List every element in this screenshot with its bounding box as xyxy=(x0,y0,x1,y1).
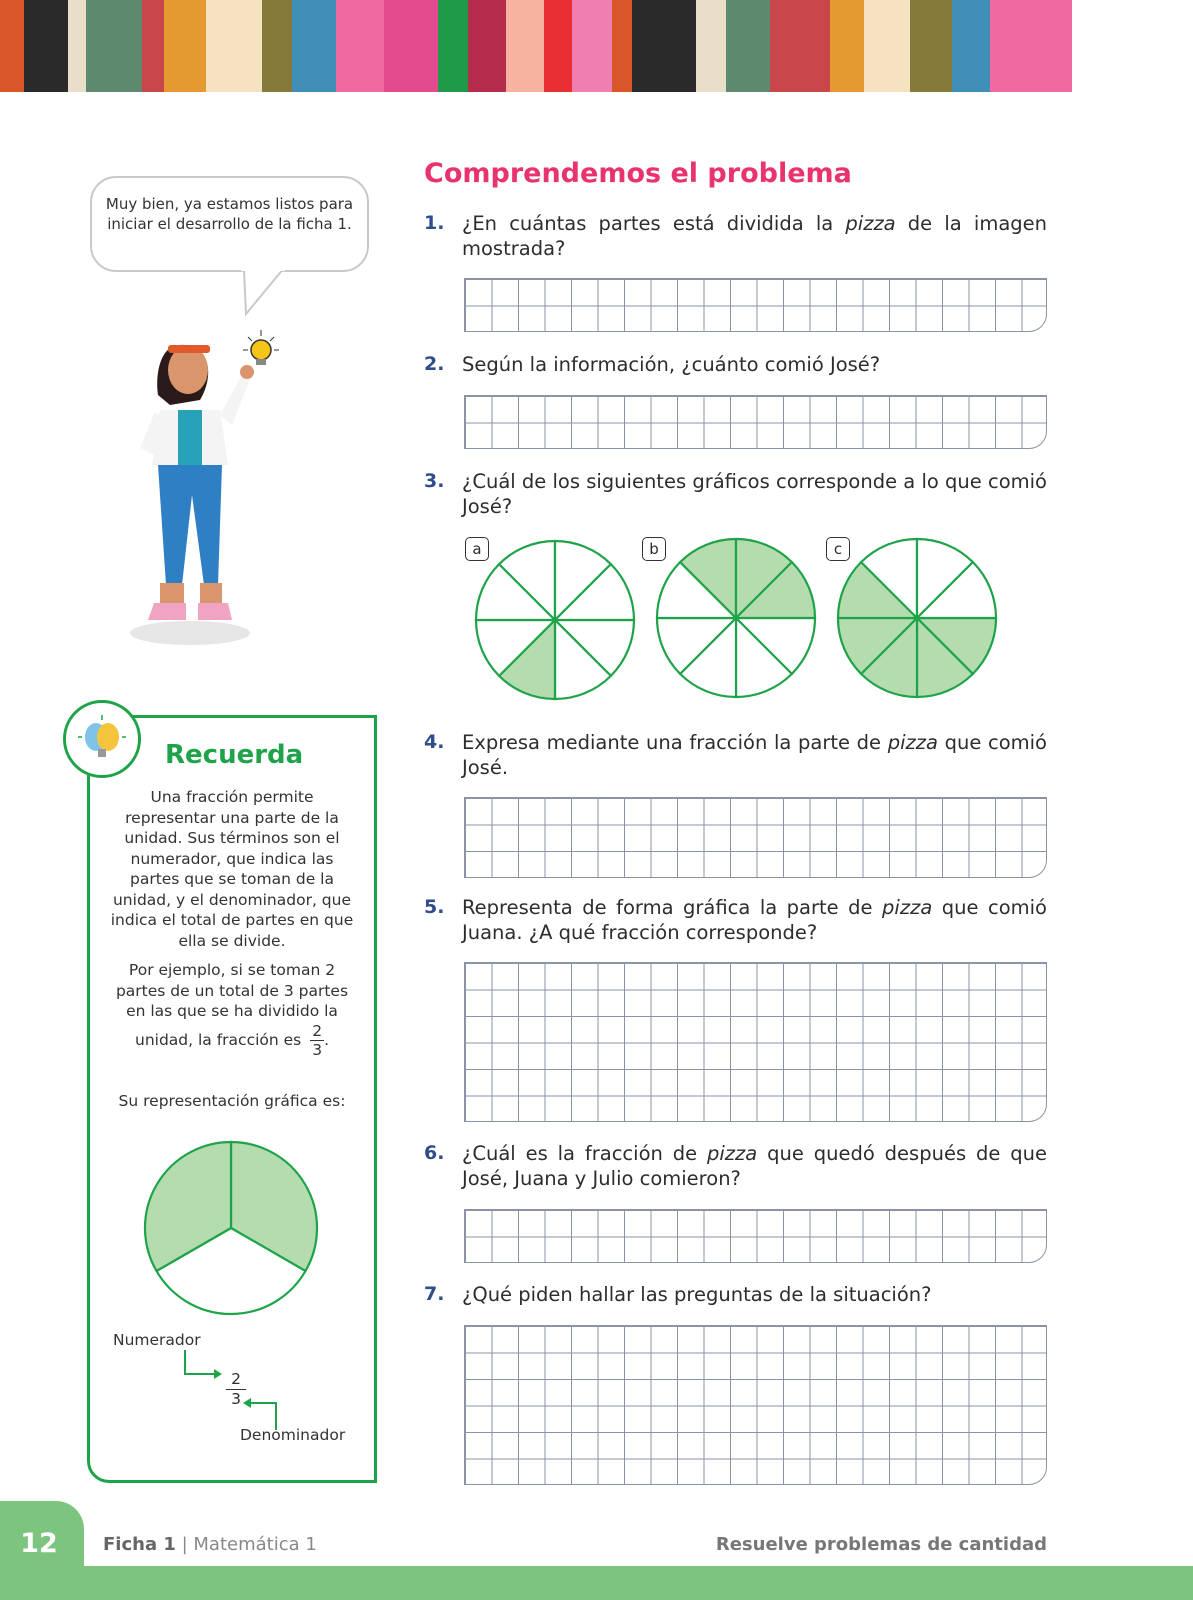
brain-icon xyxy=(66,703,138,775)
banner-stripe xyxy=(910,0,952,92)
footer-subject: Matemática 1 xyxy=(193,1534,317,1555)
q1-text-b: de la imagen mostrada? xyxy=(462,212,1048,260)
speech-text: Muy bien, ya estamos listos para iniciar el desarrollo de la ficha 1. xyxy=(105,195,354,233)
brain-badge xyxy=(63,700,141,778)
banner-stripe xyxy=(990,0,1072,92)
banner-stripe xyxy=(292,0,336,92)
recuerda-pie-chart xyxy=(143,1140,319,1316)
option-c-label[interactable]: c xyxy=(826,537,850,561)
banner-stripe xyxy=(952,0,990,92)
question-5-text xyxy=(462,895,1047,945)
graphic-label: Su representación gráfica es: xyxy=(118,1092,346,1110)
banner-stripe xyxy=(572,0,612,92)
footer-book-info xyxy=(103,1534,317,1555)
banner-stripe xyxy=(830,0,864,92)
question-7-text: ¿Qué piden hallar las preguntas de la situación? xyxy=(462,1283,932,1306)
q5-text-a: Representa de forma gráfica la parte de xyxy=(462,896,883,919)
answer-grid-6[interactable] xyxy=(464,1209,1047,1263)
pie-option-a[interactable] xyxy=(474,539,636,701)
recuerda-definition: Una fracción permite representar una parte de la unidad. Sus términos son el numerador, que indica las partes que se toman de la unidad, y el denominador, que indica el total de partes en que ella se divide. xyxy=(110,788,354,950)
lightbulb-icon xyxy=(238,328,284,374)
diagram-fraction xyxy=(226,1370,246,1409)
banner-stripe xyxy=(336,0,384,92)
answer-grid-1[interactable] xyxy=(464,278,1047,332)
banner-stripe xyxy=(864,0,910,92)
banner-stripe xyxy=(0,0,24,92)
q5-text-italic: pizza xyxy=(882,896,933,919)
denominador-label: Denominador xyxy=(240,1426,346,1444)
banner-stripe xyxy=(612,0,632,92)
footer-separator: | xyxy=(175,1534,194,1555)
decorative-banner xyxy=(0,0,1193,92)
banner-stripe xyxy=(164,0,206,92)
banner-stripe xyxy=(206,0,262,92)
option-a-label[interactable]: a xyxy=(465,537,489,561)
recuerda-example-text: Por ejemplo, si se toman 2 partes de un total de 3 partes en las que se ha dividido la unidad, la fracción es xyxy=(115,961,349,1049)
question-1-text xyxy=(462,211,1047,261)
question-5-number: 5. xyxy=(424,896,445,918)
banner-stripe xyxy=(632,0,696,92)
question-3-text: ¿Cuál de los siguientes gráficos corresponde a lo que comió José? xyxy=(462,470,1047,518)
question-6-text xyxy=(462,1141,1047,1191)
speech-tail-icon xyxy=(238,262,288,320)
q6-text-italic: pizza xyxy=(707,1142,758,1165)
banner-stripe xyxy=(696,0,726,92)
section-title: Comprendemos el problema xyxy=(424,158,852,189)
banner-stripe xyxy=(506,0,544,92)
question-4-number: 4. xyxy=(424,731,445,753)
q1-text-a: ¿En cuántas partes está dividida la xyxy=(462,212,846,235)
banner-stripe xyxy=(770,0,830,92)
q6-text-a: ¿Cuál es la fracción de xyxy=(462,1142,708,1165)
question-2-number: 2. xyxy=(424,353,445,375)
option-b-label[interactable]: b xyxy=(642,537,666,561)
example-fraction xyxy=(310,1022,324,1059)
footer-ficha: Ficha 1 xyxy=(103,1534,176,1555)
answer-grid-5[interactable] xyxy=(464,962,1047,1122)
banner-stripe xyxy=(68,0,86,92)
banner-stripe xyxy=(142,0,164,92)
pie-option-c[interactable] xyxy=(836,537,998,699)
banner-stripe xyxy=(262,0,292,92)
question-3-number: 3. xyxy=(424,470,445,492)
question-2-text: Según la información, ¿cuánto comió José? xyxy=(462,353,881,376)
footer-bar xyxy=(0,1566,1193,1600)
question-7-number: 7. xyxy=(424,1283,445,1305)
diagram-denominator: 3 xyxy=(231,1390,241,1408)
recuerda-title: Recuerda xyxy=(165,740,304,770)
banner-stripe xyxy=(438,0,468,92)
banner-stripe xyxy=(86,0,142,92)
example-numerator: 2 xyxy=(312,1021,323,1040)
diagram-numerator: 2 xyxy=(226,1370,246,1390)
answer-grid-7[interactable] xyxy=(464,1325,1047,1485)
question-6-number: 6. xyxy=(424,1142,445,1164)
banner-stripe xyxy=(468,0,506,92)
q5-text-b: que comió Juana. ¿A qué fracción corresponde? xyxy=(462,896,1047,944)
pie-option-b[interactable] xyxy=(655,537,817,699)
numerador-label: Numerador xyxy=(113,1331,201,1349)
question-4-text xyxy=(462,730,1047,780)
banner-stripe xyxy=(24,0,68,92)
q4-text-a: Expresa mediante una fracción la parte de xyxy=(462,731,888,754)
footer-competence: Resuelve problemas de cantidad xyxy=(715,1534,1047,1555)
recuerda-example xyxy=(104,960,360,1059)
answer-grid-2[interactable] xyxy=(464,395,1047,449)
example-denominator: 3 xyxy=(312,1040,323,1059)
q1-text-italic: pizza xyxy=(845,212,896,235)
q6-text-b: que quedó después de que José, Juana y Julio comieron? xyxy=(462,1142,1047,1190)
example-period: . xyxy=(324,1030,329,1049)
question-1-number: 1. xyxy=(424,212,445,234)
q4-text-italic: pizza xyxy=(887,731,938,754)
q4-text-b: que comió José. xyxy=(462,731,1047,779)
banner-stripe xyxy=(384,0,438,92)
speech-bubble xyxy=(90,176,369,272)
banner-stripe xyxy=(544,0,572,92)
answer-grid-4[interactable] xyxy=(464,797,1047,878)
banner-stripe xyxy=(726,0,770,92)
page-number: 12 xyxy=(20,1528,58,1559)
